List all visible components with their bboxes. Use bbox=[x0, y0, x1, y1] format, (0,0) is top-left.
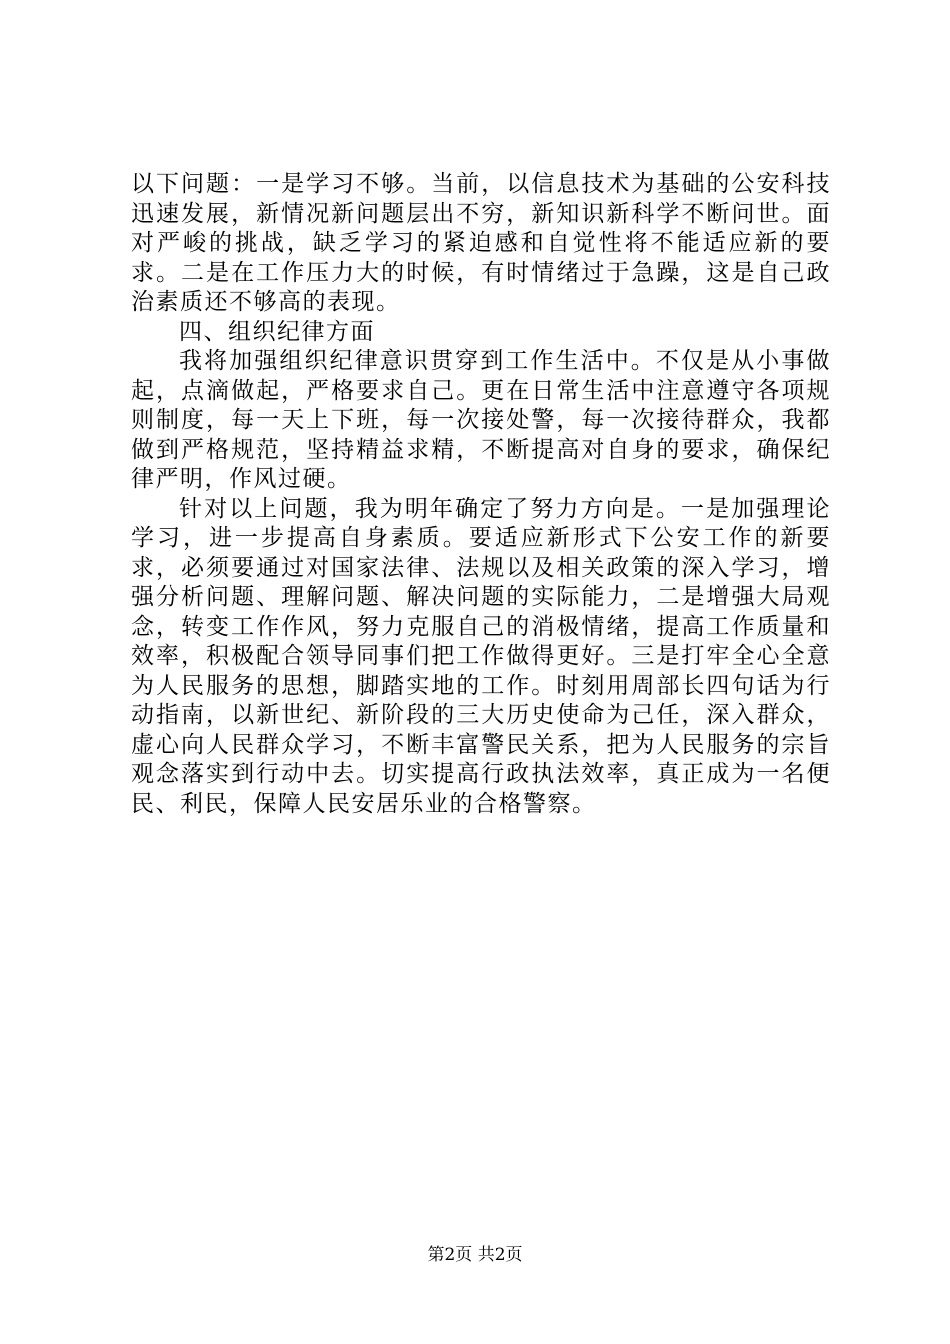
section-heading-discipline: 四、组织纪律方面 bbox=[179, 318, 375, 345]
paragraph-discipline: 我将加强组织纪律意识贯穿到工作生活中。不仅是从小事做起，点滴做起，严格要求自己。更在日常生活中注意遵守各项规则制度，每一天上下班，每一次接处警，每一次接待群众，我都做到严格规范，坚持精益求精，不断提高对自身的要求，确保纪律严明，作风过硬。 bbox=[131, 348, 831, 492]
paragraph-problems-continued: 以下问题：一是学习不够。当前，以信息技术为基础的公安科技迅速发展，新情况新问题层出不穷，新知识新科学不断问世。面对严峻的挑战，缺乏学习的紧迫感和自觉性将不能适应新的要求。二是在工作压力大的时候，有时情绪过于急躁，这是自己政治素质还不够高的表现。 bbox=[131, 171, 831, 315]
page-number-footer: 第2页 共2页 bbox=[427, 1245, 523, 1265]
paragraph-next-year-goals: 针对以上问题，我为明年确定了努力方向是。一是加强理论学习，进一步提高自身素质。要适应新形式下公安工作的新要求，必须要通过对国家法律、法规以及相关政策的深入学习，增强分析问题、理解问题、解决问题的实际能力，二是增强大局观念，转变工作作风，努力克服自己的消极情绪，提高工作质量和效率，积极配合领导同事们把工作做得更好。三是打牢全心全意为人民服务的思想，脚踏实地的工作。时刻用周部长四句话为行动指南，以新世纪、新阶段的三大历史使命为己任，深入群众，虚心向人民群众学习，不断丰富警民关系，把为人民服务的宗旨观念落实到行动中去。切实提高行政执法效率，真正成为一名便民、利民，保障人民安居乐业的合格警察。 bbox=[131, 495, 831, 817]
document-body bbox=[131, 170, 831, 819]
